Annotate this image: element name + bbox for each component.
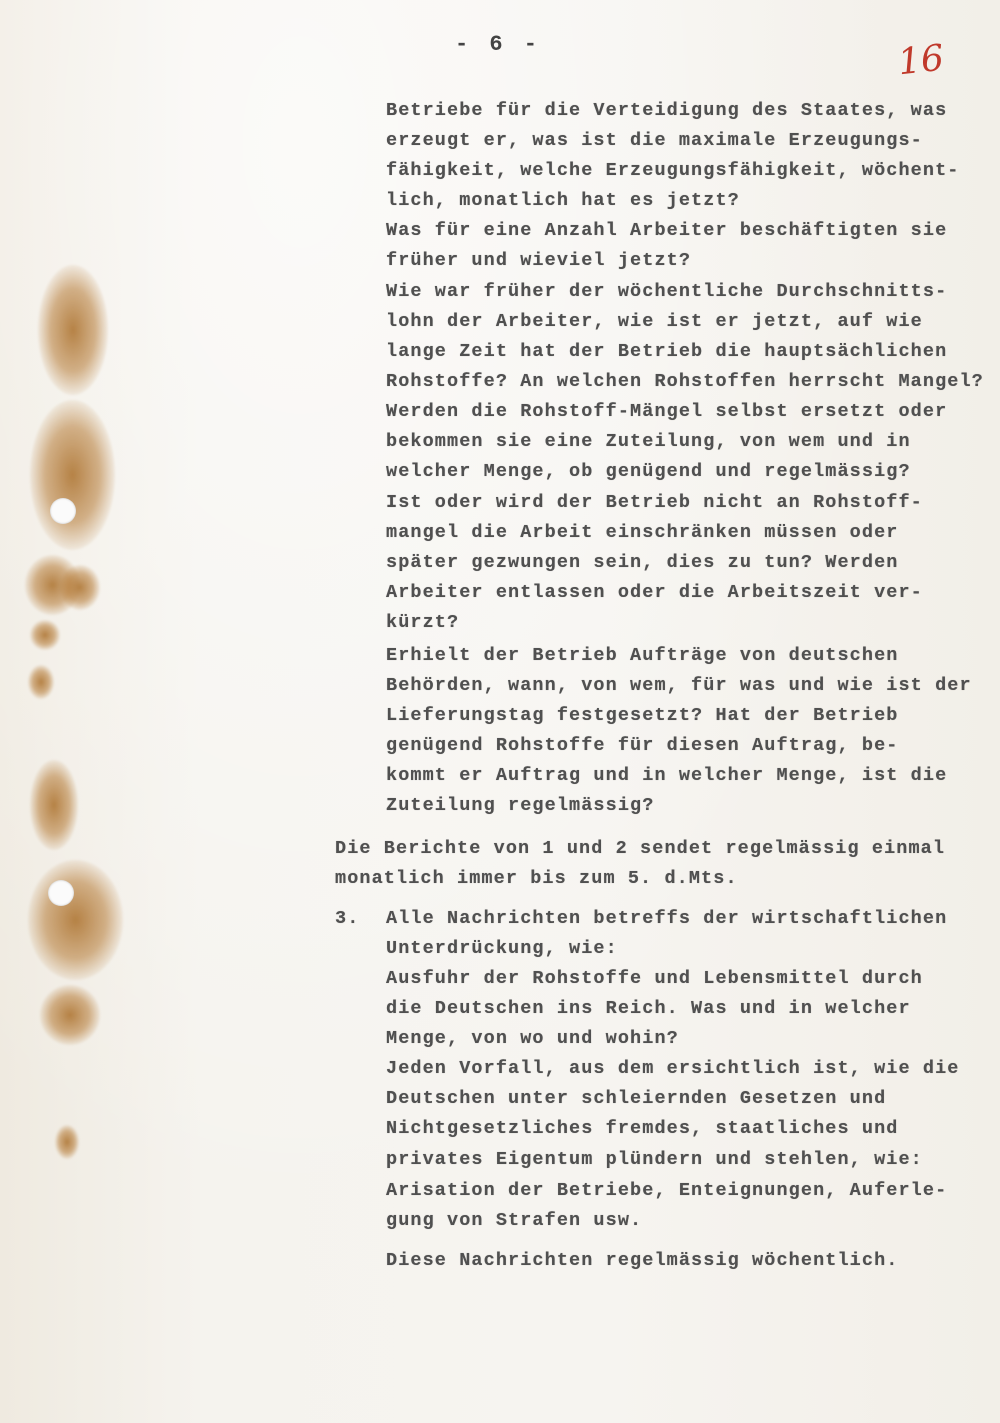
text-line: Rohstoffe? An welchen Rohstoffen herrscht Mangel?	[386, 371, 984, 392]
text-line: Betriebe für die Verteidigung des Staates, was	[386, 100, 948, 121]
rust-stain	[55, 1125, 79, 1159]
text-line: Alle Nachrichten betreffs der wirtschaftlichen	[386, 908, 948, 929]
text-line: Behörden, wann, von wem, für was und wie ist der	[386, 675, 972, 696]
text-line: Arbeiter entlassen oder die Arbeitszeit ver-	[386, 582, 923, 603]
text-line: genügend Rohstoffe für diesen Auftrag, be-	[386, 735, 899, 756]
punch-hole	[50, 498, 76, 524]
text-line: fähigkeit, welche Erzeugungsfähigkeit, wöchent-	[386, 160, 960, 181]
text-line: kommt er Auftrag und in welcher Menge, ist die	[386, 765, 948, 786]
rust-stain	[40, 985, 100, 1045]
rust-stain	[60, 565, 100, 610]
text-line: Ist oder wird der Betrieb nicht an Rohstoff-	[386, 492, 923, 513]
page-number: - 6 -	[455, 32, 542, 57]
text-line: die Deutschen ins Reich. Was und in welcher	[386, 998, 911, 1019]
text-line: privates Eigentum plündern und stehlen, wie:	[386, 1149, 923, 1170]
list-number: 3.	[335, 908, 360, 929]
text-line: erzeugt er, was ist die maximale Erzeugungs-	[386, 130, 923, 151]
rust-stain	[28, 665, 54, 699]
text-line: Menge, von wo und wohin?	[386, 1028, 679, 1049]
text-line: Erhielt der Betrieb Aufträge von deutschen	[386, 645, 899, 666]
text-line: Zuteilung regelmässig?	[386, 795, 655, 816]
text-line: Arisation der Betriebe, Enteignungen, Auferle-	[386, 1180, 948, 1201]
text-line: Nichtgesetzliches fremdes, staatliches und	[386, 1118, 899, 1139]
text-line: mangel die Arbeit einschränken müssen oder	[386, 522, 899, 543]
text-line: welcher Menge, ob genügend und regelmässig?	[386, 461, 911, 482]
text-line: lich, monatlich hat es jetzt?	[386, 190, 740, 211]
punch-hole	[48, 880, 74, 906]
text-line: lange Zeit hat der Betrieb die hauptsächlichen	[386, 341, 948, 362]
text-line: bekommen sie eine Zuteilung, von wem und in	[386, 431, 911, 452]
rust-stain	[38, 265, 108, 395]
text-line: Was für eine Anzahl Arbeiter beschäftigten sie	[386, 220, 948, 241]
rust-stain	[28, 860, 123, 980]
text-line: Lieferungstag festgesetzt? Hat der Betrieb	[386, 705, 899, 726]
text-line: gung von Strafen usw.	[386, 1210, 643, 1231]
text-line: kürzt?	[386, 612, 460, 633]
text-line: Werden die Rohstoff-Mängel selbst ersetzt oder	[386, 401, 948, 422]
archive-number-handwritten: 16	[895, 37, 946, 84]
rust-stain	[30, 400, 115, 550]
text-line: früher und wieviel jetzt?	[386, 250, 692, 271]
rust-stain	[30, 760, 78, 850]
text-line: Wie war früher der wöchentliche Durchschnitts-	[386, 281, 948, 302]
text-line: Die Berichte von 1 und 2 sendet regelmässig einmal	[335, 838, 946, 859]
text-line: lohn der Arbeiter, wie ist er jetzt, auf wie	[386, 311, 923, 332]
text-line: später gezwungen sein, dies zu tun? Werden	[386, 552, 899, 573]
text-line: Unterdrückung, wie:	[386, 938, 618, 959]
text-line: Ausfuhr der Rohstoffe und Lebensmittel durch	[386, 968, 923, 989]
text-line: Diese Nachrichten regelmässig wöchentlich.	[386, 1250, 899, 1271]
text-line: Jeden Vorfall, aus dem ersichtlich ist, wie die	[386, 1058, 960, 1079]
text-line: Deutschen unter schleiernden Gesetzen und	[386, 1088, 887, 1109]
rust-stain	[30, 620, 60, 650]
text-line: monatlich immer bis zum 5. d.Mts.	[335, 868, 738, 889]
